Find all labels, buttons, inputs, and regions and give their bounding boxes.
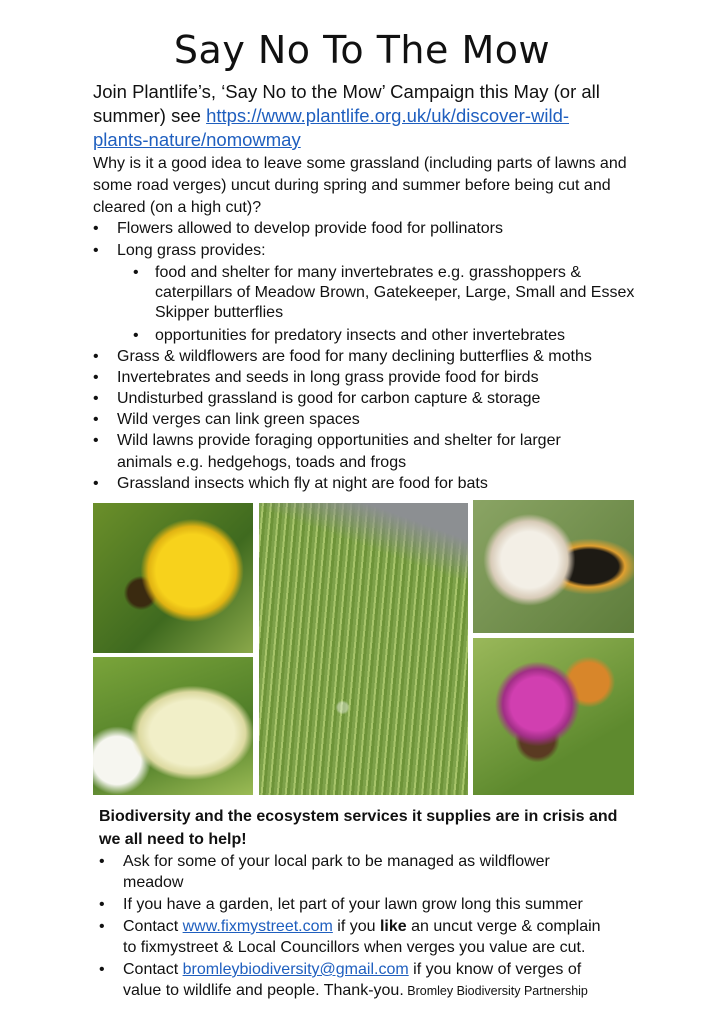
list-item: opportunities for predatory insects and other invertebrates (155, 327, 566, 344)
text: . (399, 982, 404, 999)
list-item: food and shelter for many invertebrates e.g. grasshoppers & (155, 264, 582, 281)
question-line: Why is it a good idea to leave some grassland (including parts of lawns and (93, 155, 627, 172)
action-item-cont: to fixmystreet & Local Councillors when verges you value are cut. (123, 939, 586, 956)
list-item: caterpillars of Meadow Brown, Gatekeeper, Large, Small and Essex (155, 284, 635, 301)
bullet: • (93, 242, 99, 259)
plantlife-link[interactable]: https://www.plantlife.org.uk/uk/discover-wild- (206, 105, 570, 126)
action-item: Ask for some of your local park to be managed as wildflower (123, 853, 550, 870)
action-item (123, 918, 601, 936)
text: value to wildlife and people. Thank-you (123, 982, 400, 999)
action-item-cont: meadow (123, 874, 184, 891)
list-item: Flowers allowed to develop provide food for pollinators (117, 220, 503, 237)
crisis-heading: Biodiversity and the ecosystem services it supplies are in crisis and (99, 808, 618, 825)
bullet: • (133, 327, 139, 344)
list-item: Wild verges can link green spaces (117, 411, 360, 428)
action-item: If you have a garden, let part of your lawn grow long this summer (123, 896, 583, 913)
text-bold: like (379, 918, 407, 935)
list-item: animals e.g. hedgehogs, toads and frogs (117, 454, 407, 471)
list-item: Undisturbed grassland is good for carbon capture & storage (117, 390, 541, 407)
bullet: • (99, 961, 105, 978)
action-item-cont (123, 982, 588, 1000)
photo-skipper-on-knapweed (473, 638, 634, 795)
text: Contact (123, 918, 183, 935)
fixmystreet-link[interactable]: www.fixmystreet.com (182, 918, 333, 935)
list-item: Long grass provides: (117, 242, 266, 259)
question-line: cleared (on a high cut)? (93, 199, 262, 216)
action-item (123, 961, 581, 979)
photo-hoverfly-on-yellow-flower (93, 503, 253, 653)
photo-wildflower-road-verge (259, 503, 468, 795)
intro-line (93, 105, 569, 127)
bullet: • (93, 432, 99, 449)
crisis-heading: we all need to help! (99, 831, 247, 848)
bullet: • (93, 348, 99, 365)
list-item: Wild lawns provide foraging opportunities and shelter for larger (117, 432, 561, 449)
plantlife-link-cont[interactable]: plants-nature/nomowmay (93, 129, 301, 150)
bullet: • (93, 390, 99, 407)
text: an uncut verge & complain (406, 918, 601, 935)
bullet: • (99, 853, 105, 870)
bullet: • (93, 475, 99, 492)
signature: Bromley Biodiversity Partnership (403, 984, 588, 998)
text: Contact (123, 961, 183, 978)
bullet: • (99, 896, 105, 913)
list-item: Invertebrates and seeds in long grass provide food for birds (117, 369, 539, 386)
list-item: Skipper butterflies (155, 304, 284, 321)
bullet: • (93, 369, 99, 386)
bullet: • (93, 220, 99, 237)
question-line: some road verges) uncut during spring and summer before being cut and (93, 177, 611, 194)
bullet: • (133, 264, 139, 281)
bullet: • (99, 918, 105, 935)
list-item: Grassland insects which fly at night are food for bats (117, 475, 488, 492)
photo-bumblebee-on-clover (473, 500, 634, 633)
text: if you know of verges of (408, 961, 582, 978)
list-item: Grass & wildflowers are food for many declining butterflies & moths (117, 348, 592, 365)
bullet: • (93, 411, 99, 428)
email-link[interactable]: bromleybiodiversity@gmail.com (182, 961, 409, 978)
page-title: Say No To The Mow (173, 28, 551, 72)
intro-text: summer) see (93, 105, 207, 126)
photo-cabbage-white-butterfly (93, 657, 253, 795)
text: if you (332, 918, 380, 935)
intro-line: Join Plantlife’s, ‘Say No to the Mow’ Campaign this May (or all (93, 81, 600, 102)
